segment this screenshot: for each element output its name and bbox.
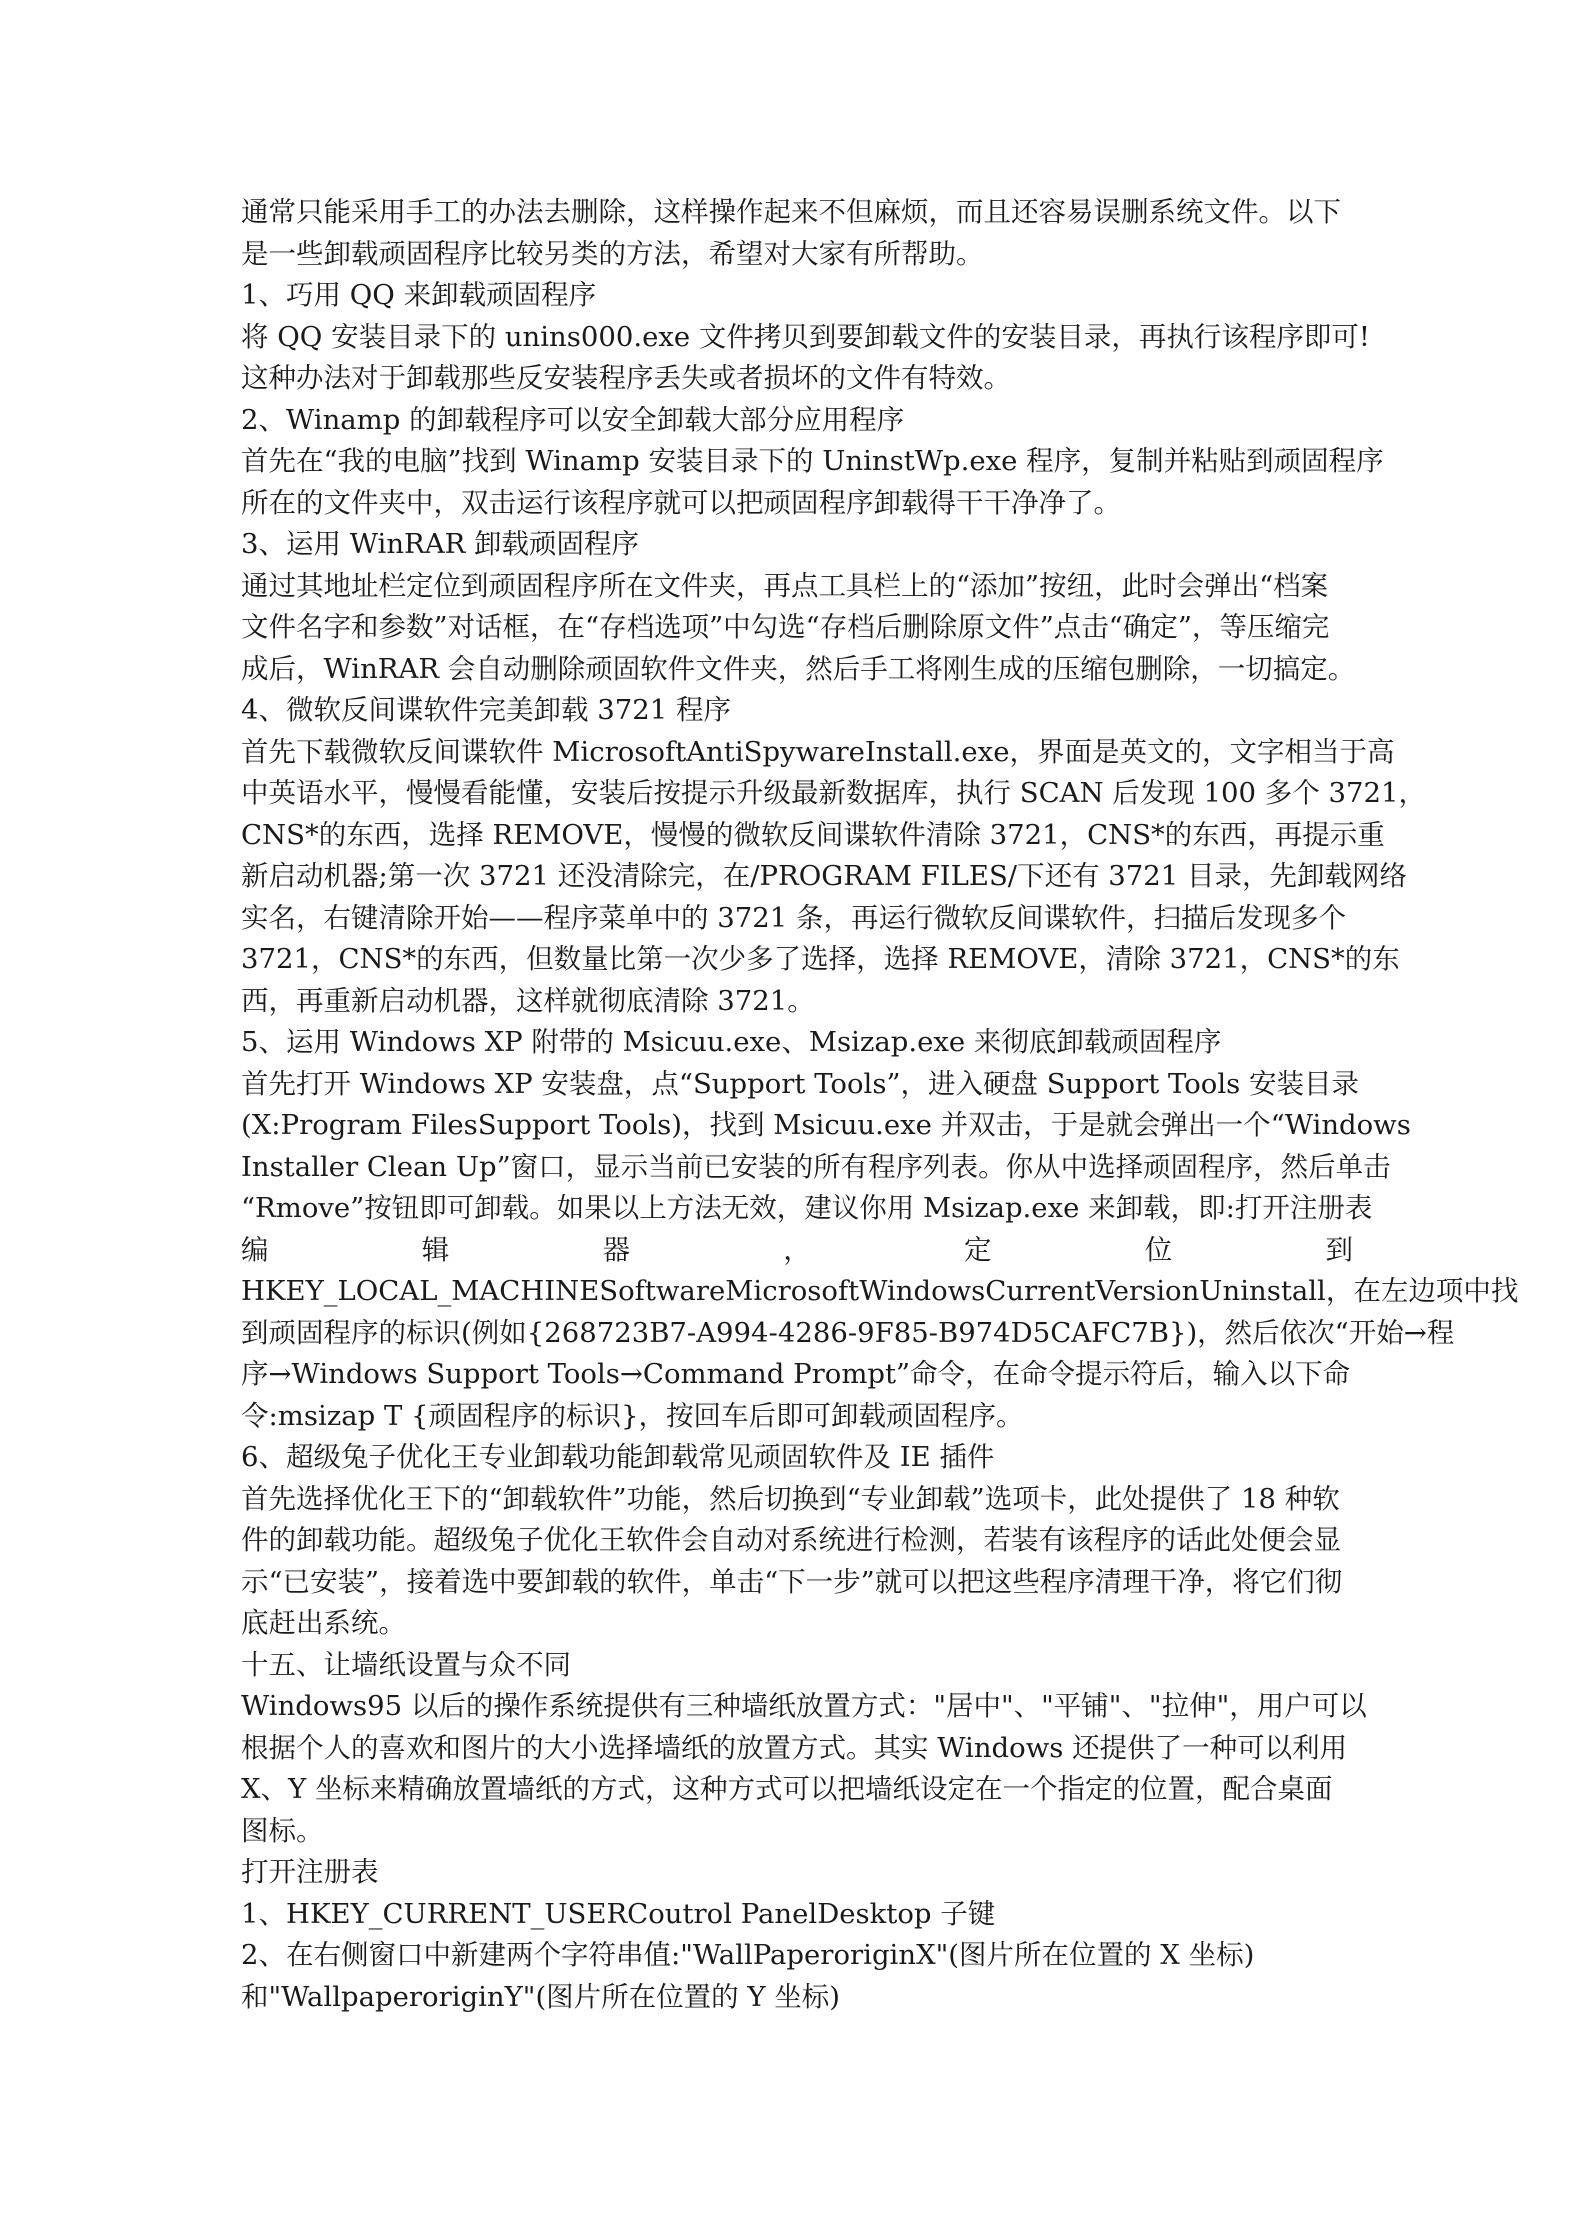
text-line: 2、在右侧窗口中新建两个字符串值:"WallPaperoriginX"(图片所在位置的 X 坐标) xyxy=(241,1939,1255,1971)
text-line: 底赶出系统。 xyxy=(241,1607,406,1639)
text-line: 1、HKEY_CURRENT_USERCoutrol PanelDesktop 子键 xyxy=(241,1897,996,1930)
text-line: 中英语水平，慢慢看能懂，安装后按提示升级最新数据库，执行 SCAN 后发现 100 多个 3721， xyxy=(241,777,1426,809)
text-line: CNS*的东西，选择 REMOVE，慢慢的微软反间谍软件清除 3721，CNS*的东西，再提示重 xyxy=(241,818,1385,851)
text-line: 首先选择优化王下的“卸载软件”功能，然后切换到“专业卸载”选项卡，此处提供了 18 种软 xyxy=(241,1482,1340,1515)
section-heading: 5、运用 Windows XP 附带的 Msicuu.exe、Msizap.exe 来彻底卸载顽固程序 xyxy=(241,1026,1222,1058)
text-line: 成后，WinRAR 会自动删除顽固软件文件夹，然后手工将刚生成的压缩包删除，一切搞定。 xyxy=(241,652,1356,685)
text-line: 首先在“我的电脑”找到 Winamp 安装目录下的 UninstWp.exe 程序，复制并粘贴到顽固程序 xyxy=(241,445,1384,477)
text-line: 件的卸载功能。超级兔子优化王软件会自动对系统进行检测，若装有该程序的话此处便会显 xyxy=(241,1524,1341,1556)
text-line: (X:Program FilesSupport Tools)，找到 Msicuu.exe 并双击，于是就会弹出一个“Windows xyxy=(241,1109,1411,1141)
text-line: 首先下载微软反间谍软件 MicrosoftAntiSpywareInstall.exe，界面是英文的，文字相当于高 xyxy=(241,735,1395,768)
text-line: 通过其地址栏定位到顽固程序所在文件夹，再点工具栏上的“添加”按纽，此时会弹出“档案 xyxy=(241,569,1329,602)
text-line: 所在的文件夹中，双击运行该程序就可以把顽固程序卸载得干干净净了。 xyxy=(241,486,1121,519)
text-line: 西，再重新启动机器，这样就彻底清除 3721。 xyxy=(241,984,815,1017)
text-line: 新启动机器;第一次 3721 还没清除完，在/PROGRAM FILES/下还有 3721 目录，先卸载网络 xyxy=(241,860,1408,892)
text-line: 示“已安装”，接着选中要卸载的软件，单击“下一步”就可以把这些程序清理干净，将它们彻 xyxy=(241,1565,1343,1598)
text-line: 图标。 xyxy=(241,1814,324,1847)
text-line: Installer Clean Up”窗口，显示当前已安装的所有程序列表。你从中选择顽固程序，然后单击 xyxy=(241,1150,1391,1183)
justified-char: 位 xyxy=(1144,1233,1173,1266)
text-line: 文件名字和参数”对话框，在“存档选项”中勾选“存档后删除原文件”点击“确定”，等压缩完 xyxy=(241,611,1330,643)
text-line: 首先打开 Windows XP 安装盘，点“Support Tools”，进入硬盘 Support Tools 安装目录 xyxy=(241,1067,1359,1100)
document-body xyxy=(241,192,1519,2018)
text-line: 序→Windows Support Tools→Command Prompt”命令，在命令提示符后，输入以下命 xyxy=(241,1358,1351,1390)
text-line: 将 QQ 安装目录下的 unins000.exe 文件拷贝到要卸载文件的安装目录，再执行该程序即可! xyxy=(241,320,1370,353)
text-line: 到顽固程序的标识(例如{268723B7-A994-4286-9F85-B974D5CAFC7B})，然后依次“开始→程 xyxy=(241,1316,1455,1349)
text-line: 是一些卸载顽固程序比较另类的方法，希望对大家有所帮助。 xyxy=(241,237,984,270)
section-heading: 3、运用 WinRAR 卸载顽固程序 xyxy=(241,528,640,560)
section-heading: 6、超级兔子优化王专业卸载功能卸载常见顽固软件及 IE 插件 xyxy=(241,1441,995,1473)
text-line: 实名，右键清除开始——程序菜单中的 3721 条，再运行微软反间谍软件，扫描后发现多个 xyxy=(241,901,1346,934)
section-heading: 十五、让墙纸设置与众不同 xyxy=(241,1648,571,1681)
text-line: 3721，CNS*的东西，但数量比第一次少多了选择，选择 REMOVE，清除 3721，CNS*的东 xyxy=(241,943,1400,975)
text-line: “Rmove”按钮即可卸载。如果以上方法无效，建议你用 Msizap.exe 来卸载，即:打开注册表 xyxy=(241,1192,1373,1224)
text-line: 打开注册表 xyxy=(241,1856,379,1888)
text-line: HKEY_LOCAL_MACHINESoftwareMicrosoftWindowsCurrentVersionUninstall，在左边项中找 xyxy=(241,1275,1519,1307)
text-line: 这种办法对于卸载那些反安装程序丢失或者损坏的文件有特效。 xyxy=(241,362,1011,394)
justified-char: 定 xyxy=(964,1233,992,1266)
justified-char: 编 xyxy=(241,1233,269,1266)
justified-char: 到 xyxy=(1325,1233,1353,1266)
justified-char: 器 xyxy=(602,1233,630,1266)
text-line: Windows95 以后的操作系统提供有三种墙纸放置方式："居中"、"平铺"、"拉伸"，用户可以 xyxy=(241,1690,1367,1722)
text-line: 令:msizap T {顽固程序的标识}，按回车后即可卸载顽固程序。 xyxy=(241,1399,1024,1432)
section-heading: 4、微软反间谍软件完美卸载 3721 程序 xyxy=(241,694,731,726)
text-line: 根据个人的喜欢和图片的大小选择墙纸的放置方式。其实 Windows 还提供了一种可以利用 xyxy=(241,1731,1348,1764)
section-heading: 1、巧用 QQ 来卸载顽固程序 xyxy=(241,279,597,311)
text-line: 通常只能采用手工的办法去删除，这样操作起来不但麻烦，而且还容易误删系统文件。以下 xyxy=(241,196,1341,228)
justified-char: 辑 xyxy=(421,1233,450,1266)
text-line: X、Y 坐标来精确放置墙纸的方式，这种方式可以把墙纸设定在一个指定的位置，配合桌面 xyxy=(241,1773,1333,1805)
section-heading: 2、Winamp 的卸载程序可以安全卸载大部分应用程序 xyxy=(241,403,905,436)
text-line-justified xyxy=(241,1230,1353,1272)
justified-char: ， xyxy=(783,1233,811,1266)
text-line: 和"WallpaperoriginY"(图片所在位置的 Y 坐标) xyxy=(241,1980,841,2013)
